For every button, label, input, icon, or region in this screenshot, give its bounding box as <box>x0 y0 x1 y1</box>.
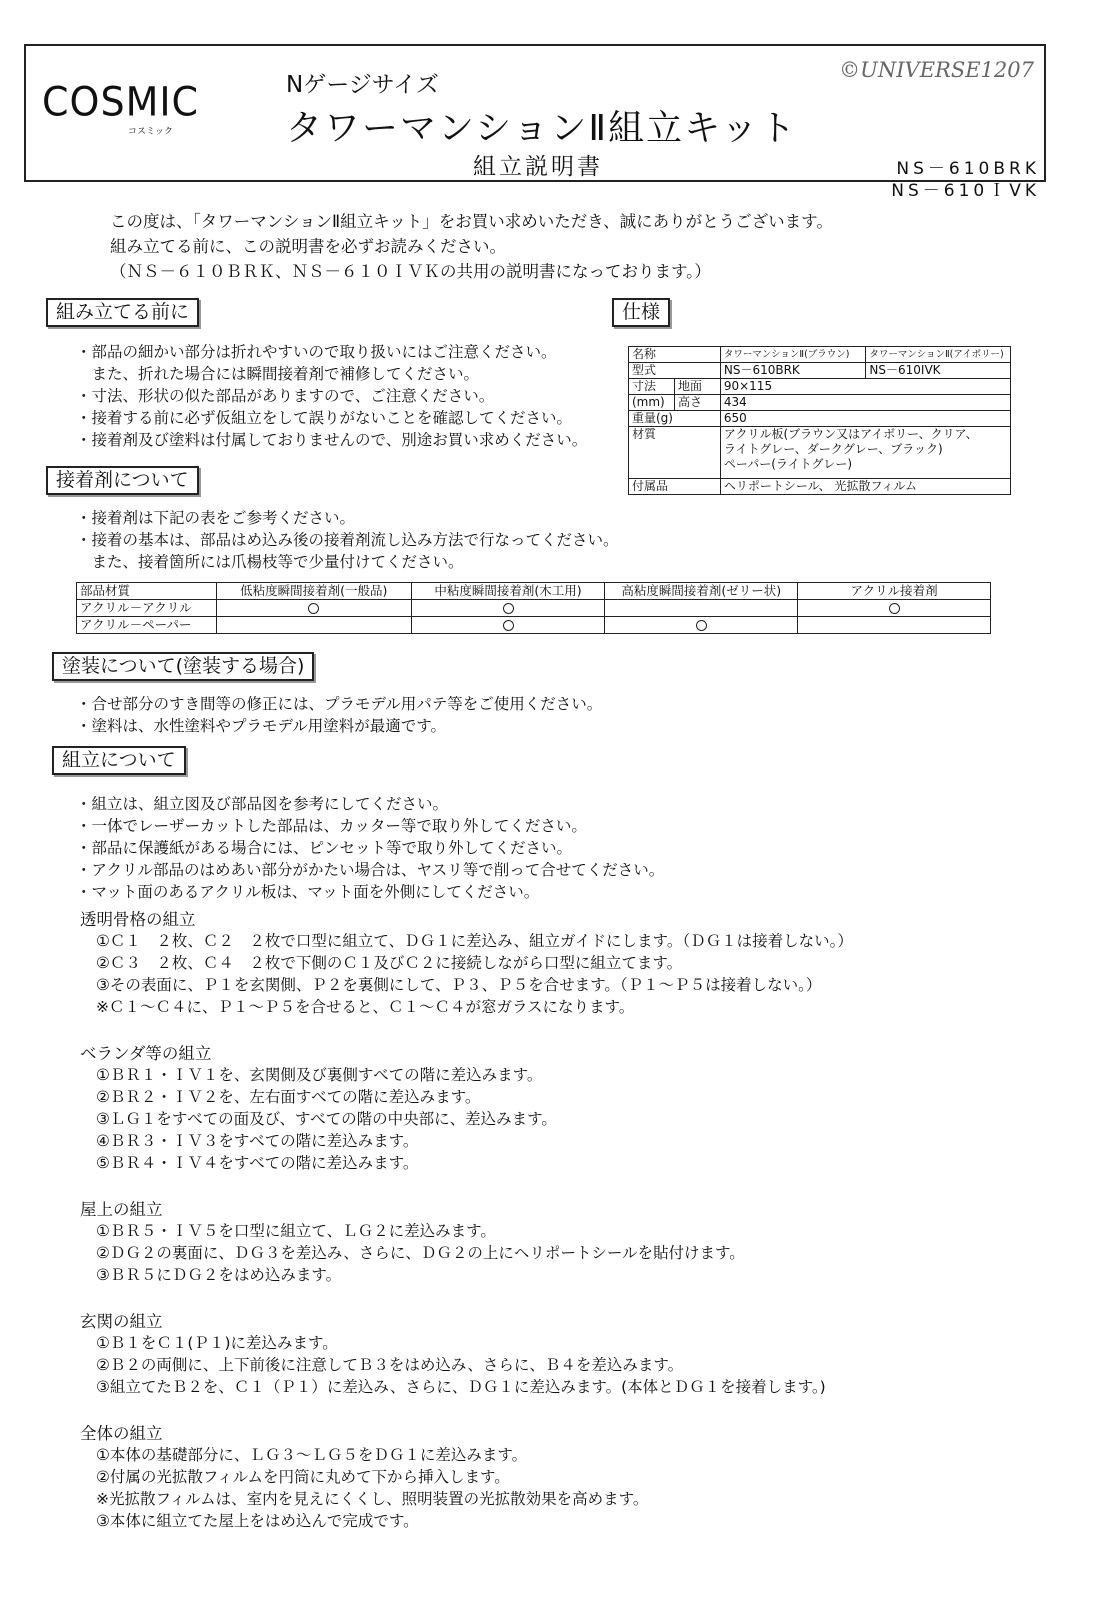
spec-material-label: 材質 <box>629 427 721 479</box>
section-heading-before: 組み立てる前に <box>46 298 199 327</box>
gauge-subtitle: Nゲージサイズ <box>286 72 439 98</box>
intro-line-1: この度は、「タワーマンションⅡ組立キット」をお買い求めいただき、誠にありがとうございます。 <box>110 212 833 231</box>
assembly-item-2: ・一体でレーザーカットした部品は、カッター等で取り外してください。 <box>76 817 587 835</box>
before-item-5: ・接着剤及び塗料は付属しておりませんので、別途お買い求めください。 <box>76 431 588 449</box>
section-heading-adhesive: 接着剤について <box>46 466 199 495</box>
table-row <box>629 479 1011 495</box>
adhesive-row-acrylic-acrylic: アクリル－アクリル <box>77 600 217 617</box>
document-header <box>24 44 1046 201</box>
subheading-frame: 透明骨格の組立 <box>80 910 196 929</box>
whole-step-2: ②付属の光拡散フィルムを円筒に丸めて下から挿入します。 <box>96 1468 510 1486</box>
section-heading-assembly: 組立について <box>52 746 186 775</box>
intro-line-2: 組み立てる前に、この説明書を必ずお読みください。 <box>110 237 506 256</box>
whole-step-note: ※光拡散フィルムは、室内を見えにくくし、照明装置の光拡散効果を高めます。 <box>96 1490 649 1508</box>
frame-step-note: ※Ｃ１～Ｃ４に、Ｐ１～Ｐ５を合せると、Ｃ１～Ｃ４が窓ガラスになります。 <box>96 998 635 1016</box>
spec-weight-value: 650 <box>720 411 1010 427</box>
table-row <box>77 600 991 617</box>
assembly-item-3: ・部品に保護紙がある場合には、ピンセット等で取り外してください。 <box>76 839 573 857</box>
circle-mark-icon <box>503 603 514 614</box>
spec-unit-label: (mm) <box>629 395 675 411</box>
table-row <box>629 379 1011 395</box>
spec-weight-label: 重量(g) <box>629 411 721 427</box>
subheading-entrance: 玄関の組立 <box>80 1312 163 1331</box>
paint-item-1: ・合せ部分のすき間等の修正には、プラモデル用パテ等をご使用ください。 <box>76 695 603 713</box>
adhesive-header-high: 高粘度瞬間接着剤(ゼリー状) <box>605 583 798 600</box>
spec-material-line-3: ペーパー(ライトグレー) <box>723 457 853 471</box>
table-row <box>629 347 1011 363</box>
adhesive-cell <box>411 600 605 617</box>
model-number-brown: NS－610BRK <box>896 159 1040 179</box>
spec-model-label: 型式 <box>629 363 721 379</box>
circle-mark-icon <box>308 603 319 614</box>
circle-mark-icon <box>889 603 900 614</box>
adhesive-cell <box>798 600 991 617</box>
table-row <box>77 617 991 634</box>
subheading-roof: 屋上の組立 <box>80 1200 163 1219</box>
spec-table <box>628 346 1011 495</box>
spec-accessory-label: 付属品 <box>629 479 721 495</box>
adhesive-table <box>76 582 991 634</box>
adhesive-cell <box>605 600 798 617</box>
veranda-step-2: ②ＢＲ２・ＩＶ２を、左右面すべての階に差込みます。 <box>96 1088 481 1106</box>
intro-line-3: （ＮＳ－６１０ＢＲＫ、ＮＳ－６１０ＩＶＫの共用の説明書になっております。） <box>110 262 711 281</box>
entrance-step-2: ②Ｂ２の両側に、上下前後に注意してＢ３をはめ込み、さらに、Ｂ４を差込みます。 <box>96 1356 684 1374</box>
assembly-item-5: ・マット面のあるアクリル板は、マット面を外側にしてください。 <box>76 883 540 901</box>
adhesive-row-acrylic-paper: アクリル－ペーパー <box>77 617 217 634</box>
adhesive-item-2: ・接着の基本は、部品はめ込み後の接着剤流し込み方法で行なってください。 <box>76 531 619 549</box>
spec-material-value <box>720 427 1010 479</box>
section-heading-spec: 仕様 <box>612 298 670 327</box>
adhesive-header-medium: 中粘度瞬間接着剤(木工用) <box>411 583 605 600</box>
table-row <box>629 411 1011 427</box>
before-item-2: また、折れた場合には瞬間接着剤で補修してください。 <box>76 365 480 383</box>
adhesive-cell <box>411 617 605 634</box>
spec-material-line-1: アクリル板(ブラウン又はアイボリー、クリア、 <box>723 427 978 441</box>
frame-step-1: ①Ｃ１ ２枚、Ｃ２ ２枚で口型に組立て、ＤＧ１に差込み、組立ガイドにします。（ＤＧ１は接着しない。） <box>96 932 853 950</box>
circle-mark-icon <box>503 620 514 631</box>
adhesive-item-3: また、接着箇所には爪楊枝等で少量付けてください。 <box>76 553 464 571</box>
assembly-item-4: ・アクリル部品のはめあい部分がかたい場合は、ヤスリ等で削って合せてください。 <box>76 861 665 879</box>
document-type: 組立説明書 <box>473 154 603 180</box>
adhesive-header-low: 低粘度瞬間接着剤(一般品) <box>216 583 411 600</box>
veranda-step-3: ③ＬＧ１をすべての面及び、すべての階の中央部に、差込みます。 <box>96 1110 557 1128</box>
before-item-1: ・部品の細かい部分は折れやすいので取り扱いにはご注意ください。 <box>76 343 557 361</box>
entrance-step-1: ①Ｂ１をＣ１(Ｐ１)に差込みます。 <box>96 1334 338 1352</box>
spec-name-brown: タワーマンションⅡ(ブラウン) <box>720 347 866 363</box>
before-item-4: ・接着する前に必ず仮組立をして誤りがないことを確認してください。 <box>76 409 573 427</box>
frame-step-2: ②Ｃ３ ２枚、Ｃ４ ２枚で下側のＣ１及びＣ２に接続しながら口型に組立てます。 <box>96 954 683 972</box>
circle-mark-icon <box>696 620 707 631</box>
document-title: タワーマンションⅡ組立キット <box>286 108 798 149</box>
spec-name-ivory: タワーマンションⅡ(アイボリー) <box>866 347 1011 363</box>
spec-model-brown: NS－610BRK <box>720 363 866 379</box>
roof-step-2: ②ＤＧ２の裏面に、ＤＧ３を差込み、さらに、ＤＧ２の上にヘリポートシールを貼付けます。 <box>96 1244 745 1262</box>
spec-size-label: 寸法 <box>629 379 675 395</box>
model-number-ivory: NS－610ＩVK <box>891 181 1040 201</box>
copyright-notice: ©UNIVERSE1207 <box>839 58 1034 82</box>
roof-step-3: ③ＢＲ５にＤＧ２をはめ込みます。 <box>96 1266 342 1284</box>
adhesive-cell <box>605 617 798 634</box>
adhesive-cell <box>216 617 411 634</box>
veranda-step-5: ⑤ＢＲ４・ＩＶ４をすべての階に差込みます。 <box>96 1154 419 1172</box>
adhesive-header-material: 部品材質 <box>77 583 217 600</box>
adhesive-item-1: ・接着剤は下記の表をご参考ください。 <box>76 509 356 527</box>
veranda-step-1: ①ＢＲ１・ＩＶ１を、玄関側及び裏側すべての階に差込みます。 <box>96 1066 543 1084</box>
assembly-item-1: ・組立は、組立図及び部品図を参考にしてください。 <box>76 795 449 813</box>
adhesive-cell <box>216 600 411 617</box>
spec-name-label: 名称 <box>629 347 721 363</box>
whole-step-1: ①本体の基礎部分に、ＬＧ３～ＬＧ５をＤＧ１に差込みます。 <box>96 1446 528 1464</box>
roof-step-1: ①ＢＲ５・ＩＶ５を口型に組立て、ＬＧ２に差込みます。 <box>96 1222 496 1240</box>
spec-accessory-value: ヘリポートシール、 光拡散フィルム <box>720 479 1010 495</box>
spec-material-line-2: ライトグレー、ダークグレー、ブラック) <box>723 442 943 456</box>
spec-model-ivory: NS－610IVK <box>866 363 1011 379</box>
spec-height-label: 高さ <box>674 395 720 411</box>
whole-step-3: ③本体に組立てた屋上をはめ込んで完成です。 <box>96 1512 419 1530</box>
subheading-veranda: ベランダ等の組立 <box>80 1044 212 1063</box>
table-row <box>77 583 991 600</box>
paint-item-2: ・塗料は、水性塗料やプラモデル用塗料が最適です。 <box>76 717 446 735</box>
table-row <box>629 427 1011 479</box>
frame-step-3: ③その表面に、Ｐ１を玄関側、Ｐ２を裏側にして、Ｐ３、Ｐ５を合せます。（Ｐ１～Ｐ５は接着しない。） <box>96 976 822 994</box>
before-item-3: ・寸法、形状の似た部品がありますので、ご注意ください。 <box>76 387 495 405</box>
spec-base-value: 90×115 <box>720 379 1010 395</box>
cosmic-logo: COSMIC コスミック <box>42 78 200 137</box>
adhesive-header-acrylic: アクリル接着剤 <box>798 583 991 600</box>
subheading-whole: 全体の組立 <box>80 1424 163 1443</box>
spec-base-label: 地面 <box>674 379 720 395</box>
adhesive-cell <box>798 617 991 634</box>
entrance-step-3: ③組立てたＢ２を、Ｃ１（Ｐ１）に差込み、さらに、ＤＧ１に差込みます。(本体とＤＧ１を接着します。) <box>96 1378 826 1396</box>
veranda-step-4: ④ＢＲ３・ＩＶ３をすべての階に差込みます。 <box>96 1132 419 1150</box>
section-heading-paint: 塗装について(塗装する場合) <box>52 652 314 681</box>
spec-height-value: 434 <box>720 395 1010 411</box>
table-row <box>629 395 1011 411</box>
table-row <box>629 363 1011 379</box>
